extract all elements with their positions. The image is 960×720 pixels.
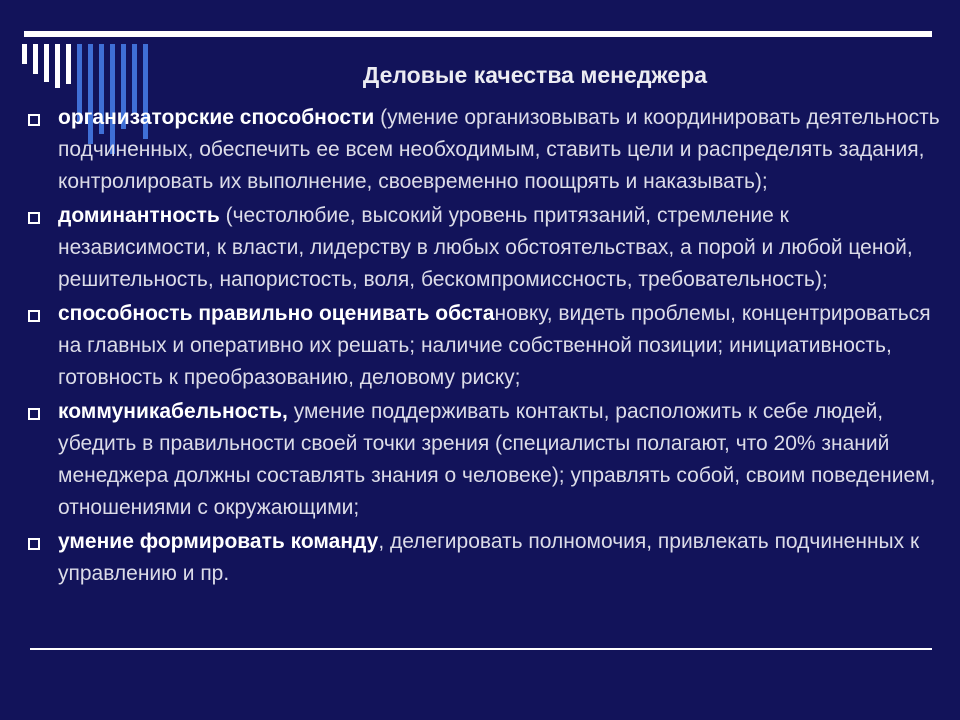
bullet-list (22, 102, 942, 592)
list-item (22, 102, 942, 198)
slide-title: Деловые качества менеджера (362, 62, 708, 88)
item-term: способность правильно оценивать обста (58, 302, 495, 325)
bottom-rule-divider (30, 648, 932, 650)
list-item (22, 298, 942, 394)
hollow-square-bullet-icon (28, 538, 40, 550)
list-item (22, 200, 942, 296)
hollow-square-bullet-icon (28, 408, 40, 420)
item-description: умение поддерживать контакты, расположить к себе людей, убедить в правильности своей точки зрения (специалисты полагают, что 20% знаний менеджера должны составлять знания о человеке); управлять собой, своим поведением, отношениями с окружающими; (58, 400, 936, 519)
item-description: (умение организовывать и координировать деятельность подчиненных, обеспечить ее всем необходимым, ставить цели и распределять задания, контролировать их выполнение, своевременно поощрять и наказывать); (58, 106, 940, 193)
item-term: организаторские способности (58, 106, 375, 129)
item-term: умение формировать команду (58, 530, 379, 553)
hollow-square-bullet-icon (28, 212, 40, 224)
hollow-square-bullet-icon (28, 114, 40, 126)
item-term: доминантность (58, 204, 220, 227)
hollow-square-bullet-icon (28, 310, 40, 322)
item-description: новку, видеть проблемы, концентрироваться на главных и оперативно их решать; наличие собственной позиции; инициативность, готовность к преобразованию, деловому риску; (58, 302, 931, 389)
item-term: коммуникабельность, (58, 400, 288, 423)
list-item (22, 396, 942, 524)
list-item (22, 526, 942, 590)
item-description: (честолюбие, высокий уровень притязаний, стремление к независимости, к власти, лидерству в любых обстоятельствах, а порой и любой ценой, решительность, напористость, воля, бескомпромиссность, требовательность); (58, 204, 913, 291)
top-rule-divider (24, 31, 932, 37)
item-description: , делегировать полномочия, привлекать подчиненных к управлению и пр. (58, 530, 920, 585)
